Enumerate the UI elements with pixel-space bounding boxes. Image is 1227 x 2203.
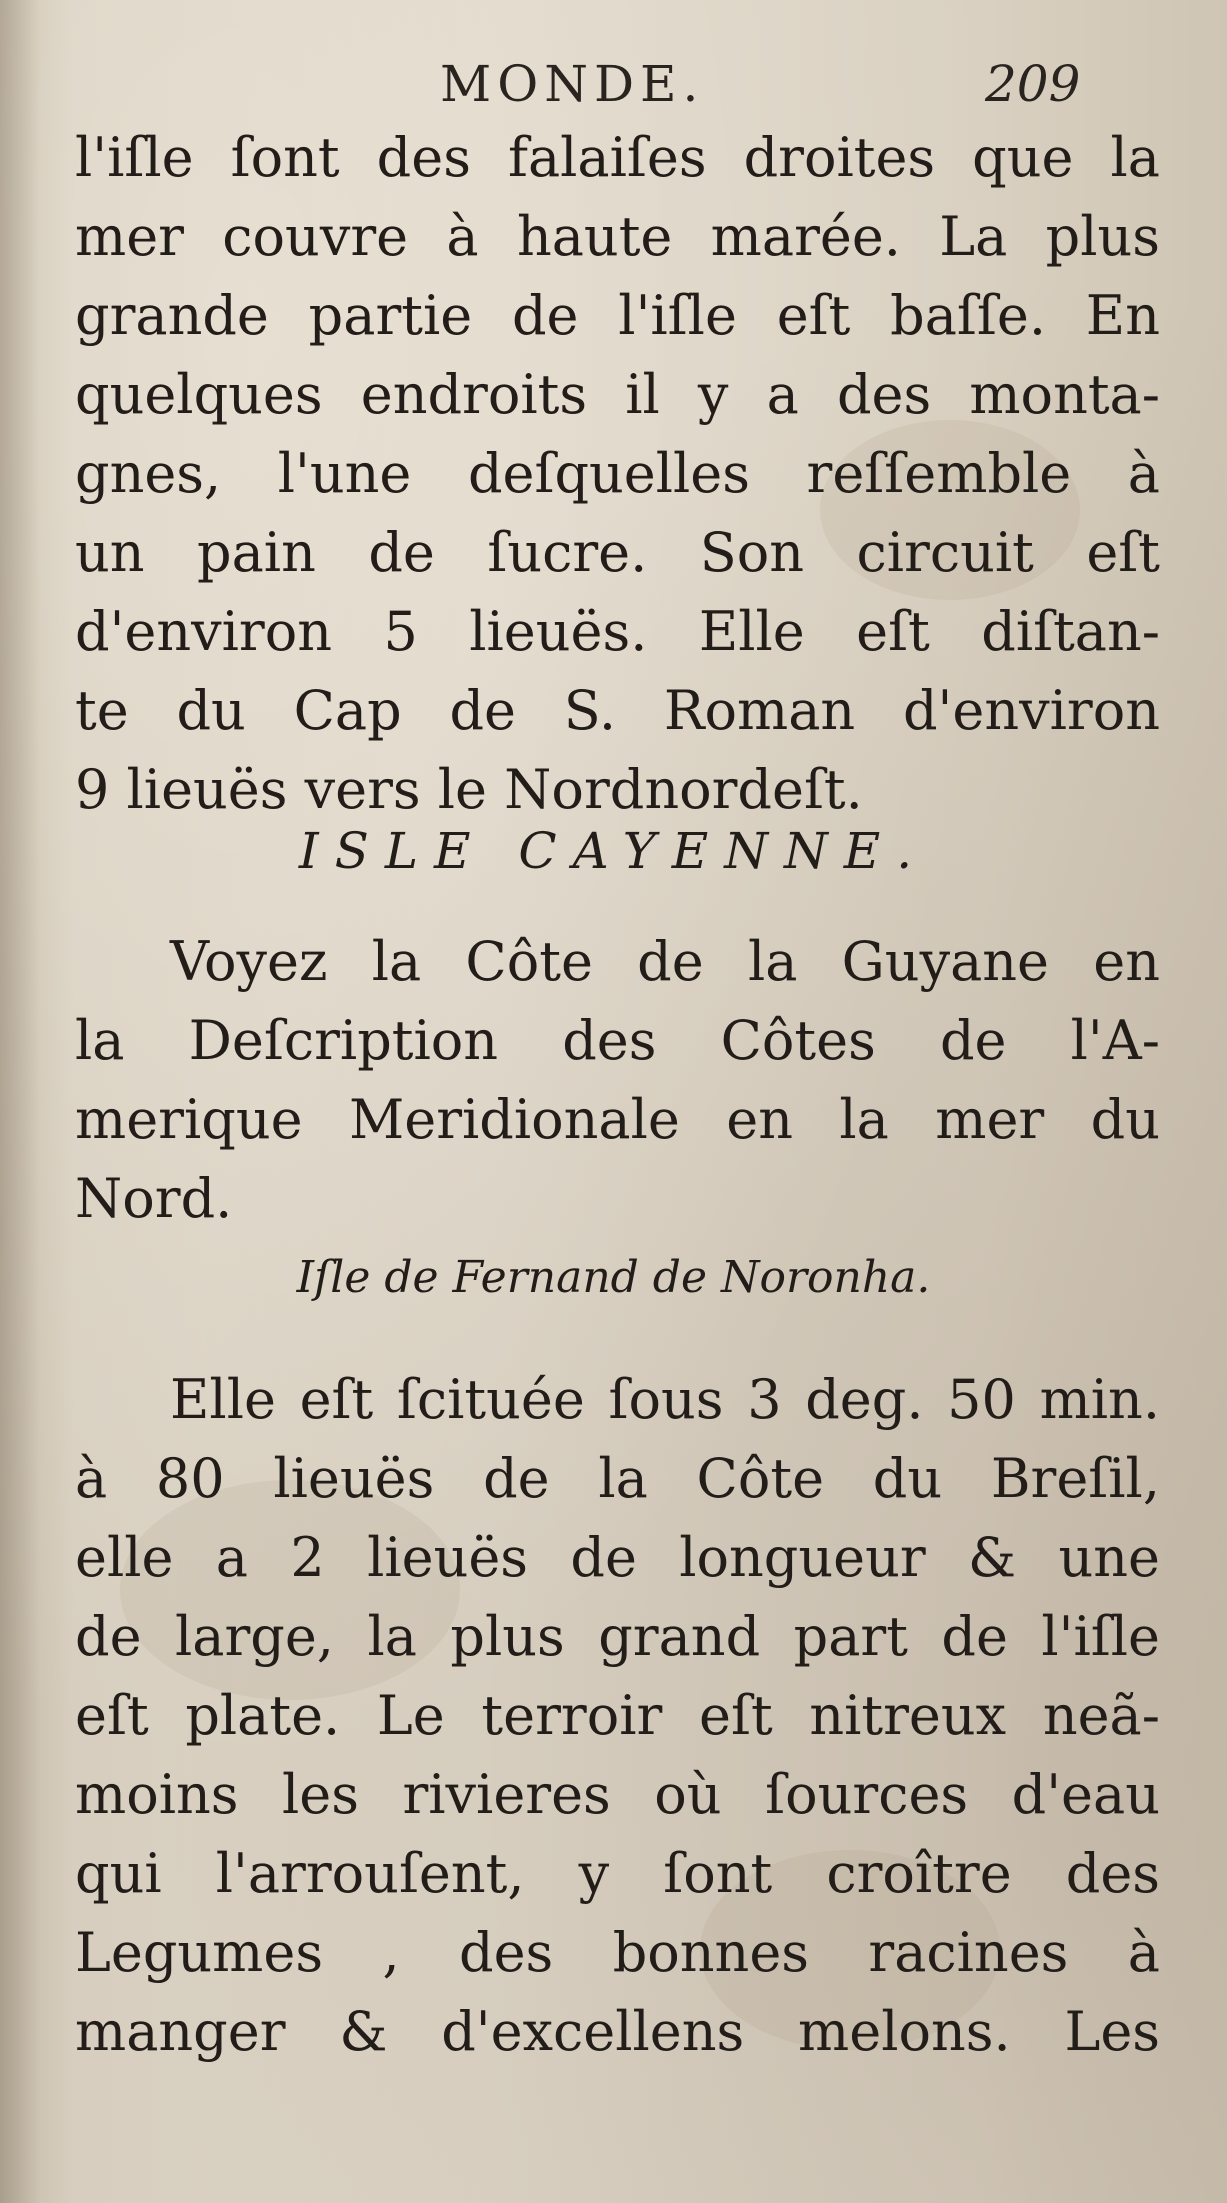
- text-line: eſt plate. Le terroir eſt nitreux neã-: [75, 1684, 1160, 1747]
- text-line: elle a 2 lieuës de longueur & une: [75, 1526, 1160, 1589]
- paragraph-falaises: [75, 118, 1160, 829]
- text-line: mer couvre à haute marée. La plus: [75, 205, 1160, 268]
- text-line: la Deſcription des Côtes de l'A-: [75, 1009, 1160, 1072]
- text-line: manger & d'excellens melons. Les: [75, 2000, 1160, 2063]
- text-line: grande partie de l'iſle eſt baſſe. En: [75, 284, 1160, 347]
- text-line: te du Cap de S. Roman d'environ: [75, 679, 1160, 742]
- text-line: merique Meridionale en la mer du: [75, 1088, 1160, 1151]
- text-line: d'environ 5 lieuës. Elle eſt diſtan-: [75, 600, 1160, 663]
- text-line: l'iſle ſont des falaiſes droites que la: [75, 126, 1160, 189]
- text-line: gnes, l'une deſquelles reſſemble à: [75, 442, 1160, 505]
- text-line: quelques endroits il y a des monta-: [75, 363, 1160, 426]
- page-number: 209: [985, 55, 1081, 113]
- page-gutter-shadow: [0, 0, 40, 2203]
- text-line: Nord.: [75, 1167, 233, 1230]
- paragraph-cayenne: [75, 922, 1160, 1238]
- text-line: Voyez la Côte de la Guyane en: [170, 930, 1160, 993]
- text-line: de large, la plus grand part de l'iſle: [75, 1605, 1160, 1668]
- section-heading-isle-cayenne: ISLE CAYENNE.: [298, 822, 929, 880]
- running-head: MONDE.: [440, 55, 705, 113]
- text-line: Elle eſt ſcituée ſous 3 deg. 50 min.: [170, 1368, 1160, 1431]
- text-line: un pain de ſucre. Son circuit eſt: [75, 521, 1160, 584]
- text-line: 9 lieuës vers le Nordnordeſt.: [75, 758, 863, 821]
- text-line: moins les rivieres où ſources d'eau: [75, 1763, 1160, 1826]
- text-line: qui l'arrouſent, y ſont croître des: [75, 1842, 1160, 1905]
- text-line: à 80 lieuës de la Côte du Breſil,: [75, 1447, 1160, 1510]
- text-line: Legumes , des bonnes racines à: [75, 1921, 1160, 1984]
- page-header: [0, 55, 1227, 125]
- paragraph-noronha: [75, 1360, 1160, 2071]
- section-heading-fernand-de-noronha: Iſle de Fernand de Noronha.: [296, 1252, 931, 1303]
